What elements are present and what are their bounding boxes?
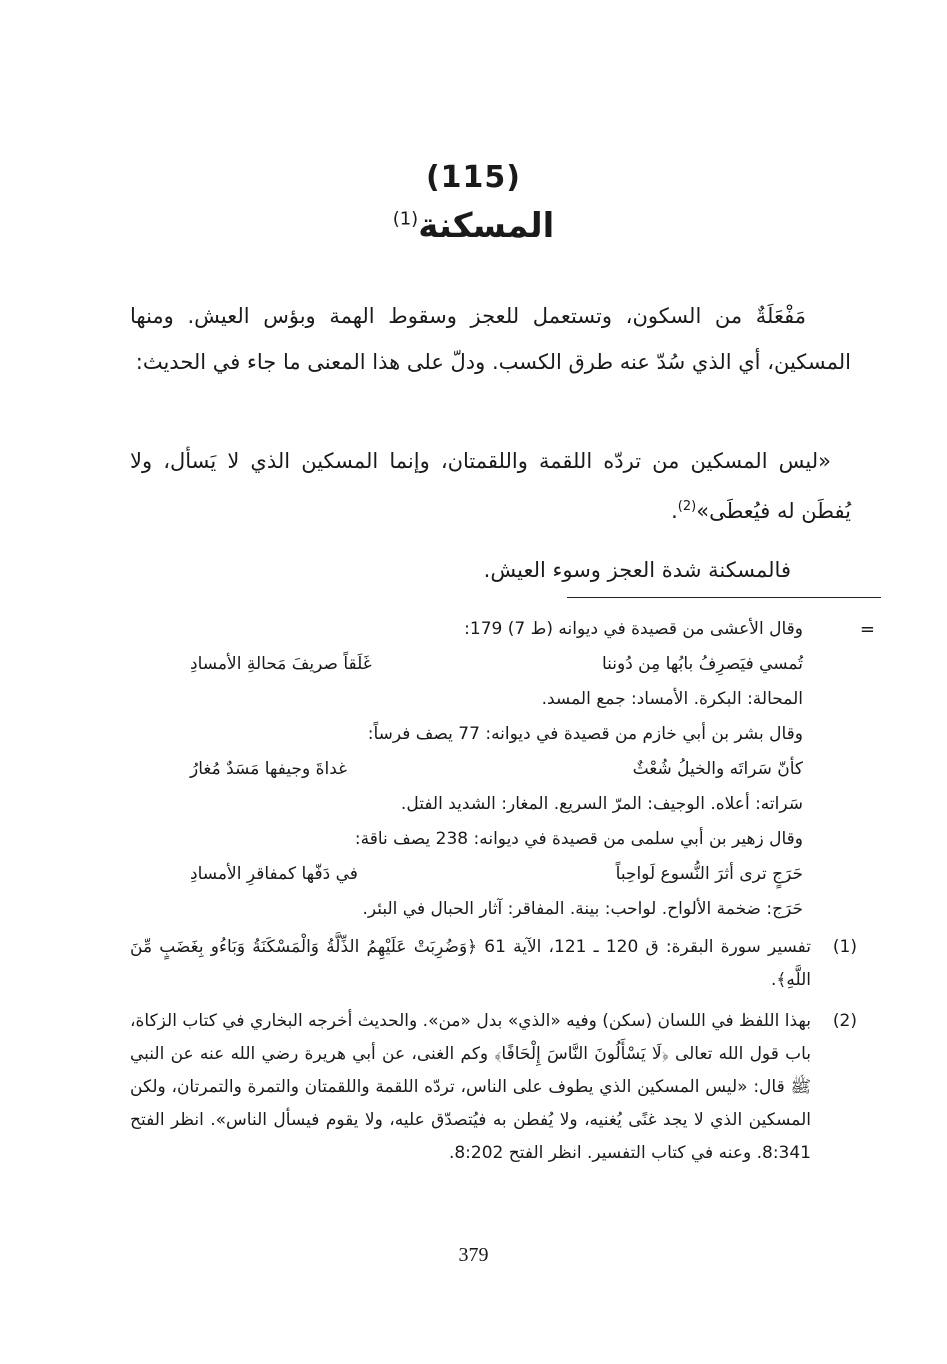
footnotes	[130, 612, 857, 1170]
footnote-1-number: (1)	[832, 937, 857, 957]
entry-number: (115)	[425, 160, 522, 195]
entry-title-text: المسكنة	[418, 206, 555, 246]
note-line-zuhayr-gloss: حَرَج: ضخمة الألواح. لواحب: بينة. المفاقر: آثار الحبال في البئر.	[362, 899, 803, 919]
hadith-paragraph	[130, 438, 851, 534]
conclusion-paragraph: فالمسكنة شدة العجز وسوء العيش.	[483, 558, 791, 582]
note-line-asha-gloss: المحالة: البكرة. الأمساد: جمع المسد.	[541, 689, 803, 709]
verse-zuhayr	[130, 857, 851, 892]
footnote-2	[130, 1005, 857, 1170]
verse-zuhayr-first-hemistich: حَرَجٍ ترى أثرَ النُّسوع لَواحِباً	[615, 864, 803, 884]
definition-paragraph: مَفْعَلَةٌ من السكون، وتستعمل للعجز وسقوط الهمة وبؤس العيش. ومنها المسكين، أي الذي سُدّ عنه طرق الكسب. ودلّ على هذا المعنى ما جاء في الحديث:	[130, 304, 851, 374]
footnote-2-number: (2)	[832, 1011, 857, 1031]
verse-asha	[130, 647, 851, 682]
footnote-1	[130, 931, 857, 997]
note-line-bishr-gloss: سَراته: أعلاه. الوجيف: المرّ السريع. المغار: الشديد الفتل.	[400, 794, 803, 814]
hadith-footnote-ref: (2)	[677, 499, 697, 514]
footnote-1-text: تفسير سورة البقرة: ق 120 ـ 121، الآية 61 ﴿وَضُرِبَتْ عَلَيْهِمُ الذِّلَّةُ وَالْمَسْكَنَةُ وَبَاءُو بِغَضَبٍ مِّنَ اللَّهِ﴾.	[130, 937, 811, 990]
verse-zuhayr-second-hemistich: في دَفّها كمفاقرِ الأمسادِ	[190, 864, 358, 884]
verse-bishr-second-hemistich: غداةَ وجيفها مَسَدٌ مُغارُ	[190, 759, 348, 779]
footnote-2-text: بهذا اللفظ في اللسان (سكن) وفيه «الذي» بدل «من». والحديث أخرجه البخاري في كتاب الزكاة، باب قول الله تعالى ﴿لَا يَسْأَلُونَ النَّاسَ إِلْحَافًا﴾ وكم الغنى، عن أبي هريرة رضي الله عنه عن النبي ﷺ قال: «ليس المسكين الذي يطوف على الناس، تردّه اللقمة واللقمتان والتمرة والتمرتان، ولكن المسكين الذي لا يجد غنًى يُغنيه، ولا يُفطن به فيُتصدّق عليه، ولا يقوم فيسأل الناس». انظر الفتح 8:341. وعنه في كتاب التفسير. انظر الفتح 8:202.	[130, 1011, 811, 1163]
note-line-asha-intro: وقال الأعشى من قصيدة في ديوانه (ط 7) 179:	[464, 619, 803, 639]
verse-asha-second-hemistich: غَلَقاً صريفَ مَحالةِ الأمسادِ	[190, 654, 372, 674]
footnote-separator	[567, 597, 881, 598]
hadith-period: .	[671, 499, 678, 523]
page-number: 379	[458, 1244, 489, 1266]
verse-asha-first-hemistich: تُمسي فيَصرِفُ بابُها مِن دُوننا	[601, 654, 803, 674]
hadith-text: «ليس المسكين من تردّه اللقمة واللقمتان، وإنما المسكين الذي لا يَسأل، ولا يُفطَن له فيُعطَى»	[130, 449, 851, 523]
title-footnote-ref: (1)	[392, 208, 419, 230]
note-line-zuhayr-intro: وقال زهير بن أبي سلمى من قصيدة في ديوانه: 238 يصف ناقة:	[354, 829, 803, 849]
note-line-bishr-intro: وقال بشر بن أبي خازم من قصيدة في ديوانه: 77 يصف فرساً:	[367, 724, 803, 744]
continuation-mark: =	[859, 619, 875, 640]
entry-title	[0, 206, 947, 246]
verse-bishr	[130, 752, 851, 787]
verse-bishr-first-hemistich: كأنّ سَراتَه والخيلُ شُعْثٌ	[632, 759, 803, 779]
